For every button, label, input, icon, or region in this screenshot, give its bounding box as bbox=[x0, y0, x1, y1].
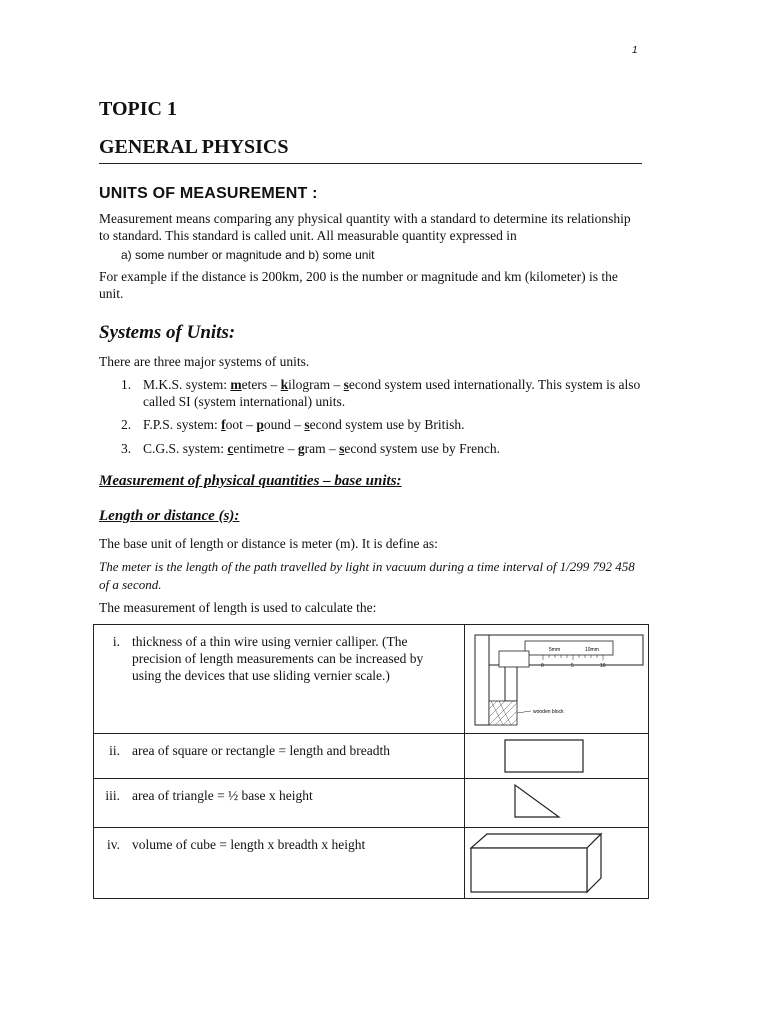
length-intro: The base unit of length or distance is meter (m). It is define as: bbox=[99, 536, 438, 551]
system-number: 1. bbox=[121, 377, 132, 392]
rectangle-figure bbox=[465, 734, 649, 778]
page-number: 1 bbox=[632, 45, 638, 56]
caliper-scale-5: 5 bbox=[571, 663, 574, 669]
table-row bbox=[94, 734, 649, 779]
systems-intro: There are three major systems of units. bbox=[99, 354, 310, 369]
measurement-heading: Measurement of physical quantities – base units: bbox=[99, 473, 402, 489]
row-numeral: iii. bbox=[105, 788, 120, 803]
system-text: F.P.S. system: foot – pound – second system use by British. bbox=[143, 417, 465, 432]
system-text: M.K.S. system: meters – kilogram – second system used internationally. This system is also called SI (system international) units. bbox=[143, 377, 641, 409]
table-figure-cell bbox=[465, 828, 649, 899]
unit-initial-letter: k bbox=[280, 377, 289, 392]
vernier-caliper-figure bbox=[465, 625, 649, 733]
table-text-cell bbox=[94, 734, 465, 779]
system-number: 2. bbox=[121, 417, 132, 432]
unit-initial-letter: s bbox=[343, 377, 349, 392]
row-text: volume of cube = length x breadth x height bbox=[132, 837, 366, 852]
unit-initial-letter: g bbox=[297, 441, 305, 456]
row-text: area of triangle = ½ base x height bbox=[132, 788, 313, 803]
systems-heading: Systems of Units: bbox=[99, 322, 236, 343]
unit-initial-letter: s bbox=[339, 441, 345, 456]
length-heading: Length or distance (s): bbox=[99, 508, 240, 524]
cuboid-figure bbox=[465, 828, 649, 898]
units-paragraph: Measurement means comparing any physical quantity with a standard to determine its relationship to standard. This standard is called unit. All measurable quantity expressed in bbox=[99, 211, 631, 243]
row-numeral: i. bbox=[112, 634, 120, 649]
table-text-cell bbox=[94, 779, 465, 828]
topic-heading: TOPIC 1 bbox=[99, 98, 177, 120]
table-text-cell bbox=[94, 625, 465, 734]
row-text: area of square or rectangle = length and breadth bbox=[132, 743, 390, 758]
table-figure-cell bbox=[465, 734, 649, 779]
meter-definition: The meter is the length of the path travelled by light in vacuum during a time interval of 1/299 792 458 of a second. bbox=[99, 559, 635, 592]
unit-initial-letter: m bbox=[230, 377, 242, 392]
table-text-cell bbox=[94, 828, 465, 899]
system-number: 3. bbox=[121, 441, 132, 456]
caliper-label-10mm: 10mm bbox=[585, 647, 599, 653]
system-text: C.G.S. system: centimetre – gram – second system use by French. bbox=[143, 441, 500, 456]
row-numeral: iv. bbox=[107, 837, 120, 852]
unit-initial-letter: c bbox=[227, 441, 234, 456]
triangle-figure bbox=[465, 779, 649, 827]
table-row bbox=[94, 779, 649, 828]
table-row bbox=[94, 625, 649, 734]
caliper-label-5mm: 5mm bbox=[549, 647, 561, 653]
table-row bbox=[94, 828, 649, 899]
unit-initial-letter: f bbox=[221, 417, 226, 432]
units-heading: UNITS OF MEASUREMENT : bbox=[99, 185, 318, 202]
row-text: thickness of a thin wire using vernier calliper. (The precision of length measurements can be increased by using the devices that use sliding vernier scale.) bbox=[132, 634, 424, 683]
caliper-scale-10: 10 bbox=[600, 663, 606, 669]
unit-initial-letter: p bbox=[256, 417, 264, 432]
unit-initial-letter: s bbox=[304, 417, 310, 432]
wooden-block-label: wooden block bbox=[533, 709, 564, 715]
page-title: GENERAL PHYSICS bbox=[99, 136, 642, 164]
caliper-scale-0: 0 bbox=[541, 663, 544, 669]
table-figure-cell bbox=[465, 779, 649, 828]
table-intro: The measurement of length is used to calculate the: bbox=[99, 600, 377, 615]
row-numeral: ii. bbox=[109, 743, 120, 758]
example-paragraph: For example if the distance is 200km, 200 is the number or magnitude and km (kilometer) is the unit. bbox=[99, 269, 618, 301]
table-figure-cell bbox=[465, 625, 649, 734]
length-uses-table bbox=[93, 624, 649, 899]
wooden-block-shape bbox=[489, 701, 517, 725]
units-options: a) some number or magnitude and b) some unit bbox=[121, 248, 375, 262]
